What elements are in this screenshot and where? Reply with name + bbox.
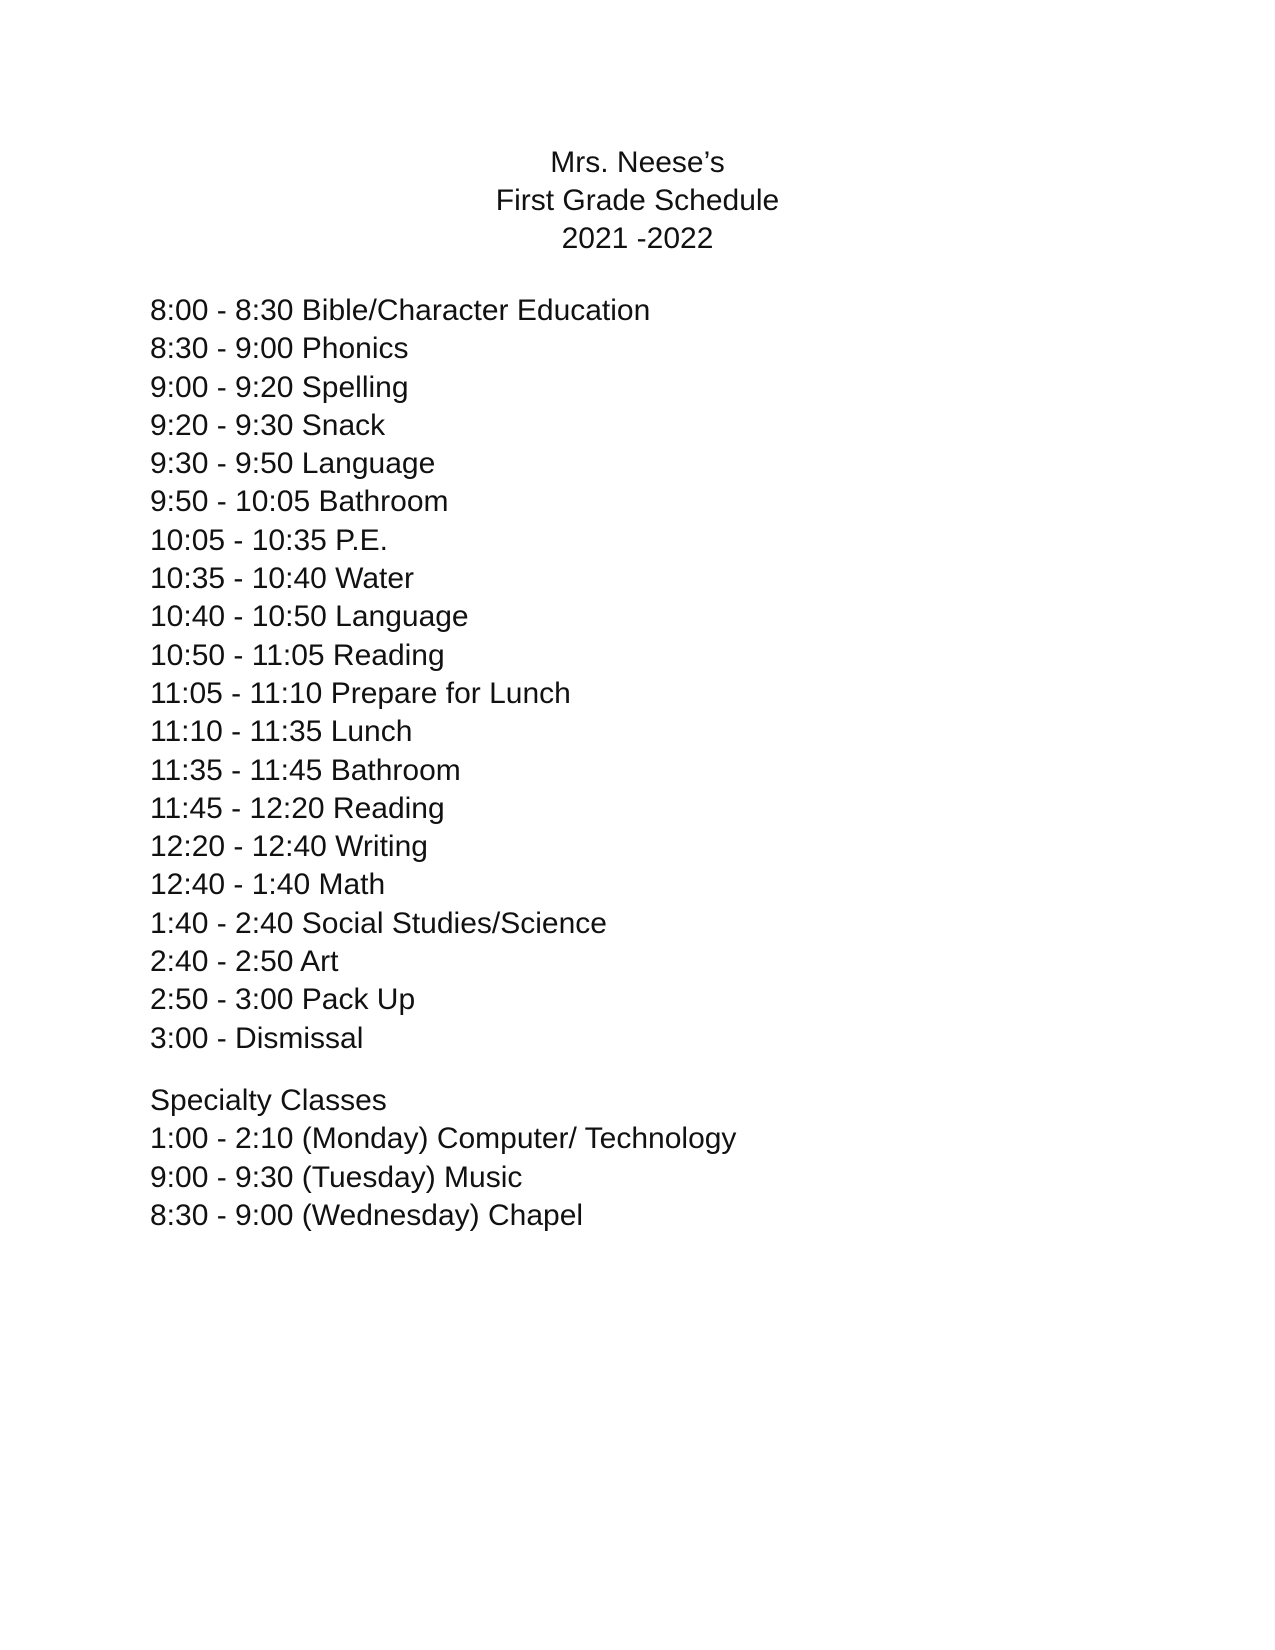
specialty-item: 9:00 - 9:30 (Tuesday) Music	[150, 1160, 523, 1194]
schedule-item: 10:40 - 10:50 Language	[150, 600, 469, 634]
schedule-item: 11:10 - 11:35 Lunch	[150, 715, 413, 749]
schedule-item: 8:00 - 8:30 Bible/Character Education	[150, 294, 651, 327]
specialty-item: 8:30 - 9:00 (Wednesday) Chapel	[150, 1198, 584, 1232]
daily-schedule-list	[150, 292, 650, 1058]
teacher-name: Mrs. Neese’s	[550, 146, 725, 179]
specialty-heading: Specialty Classes	[150, 1084, 387, 1117]
schedule-item: 9:20 - 9:30 Snack	[150, 408, 386, 442]
school-year: 2021 -2022	[561, 222, 714, 255]
schedule-item: 12:40 - 1:40 Math	[150, 868, 386, 902]
specialty-item: 1:00 - 2:10 (Monday) Computer/ Technology	[150, 1122, 737, 1156]
schedule-item: 10:35 - 10:40 Water	[150, 562, 415, 596]
schedule-item: 9:50 - 10:05 Bathroom	[150, 485, 449, 519]
schedule-item: 1:40 - 2:40 Social Studies/Science	[150, 906, 607, 940]
schedule-item: 9:00 - 9:20 Spelling	[150, 370, 409, 404]
document-header	[0, 144, 1275, 258]
schedule-item: 2:40 - 2:50 Art	[150, 945, 339, 979]
schedule-item: 12:20 - 12:40 Writing	[150, 830, 428, 864]
schedule-item: 11:45 - 12:20 Reading	[150, 791, 445, 825]
schedule-item: 9:30 - 9:50 Language	[150, 447, 436, 481]
specialty-classes-section	[150, 1082, 736, 1235]
schedule-item: 8:30 - 9:00 Phonics	[150, 332, 409, 366]
specialty-list	[150, 1120, 736, 1235]
schedule-title: First Grade Schedule	[495, 184, 780, 217]
schedule-item: 3:00 - Dismissal	[150, 1021, 364, 1055]
schedule-item: 2:50 - 3:00 Pack Up	[150, 983, 416, 1017]
schedule-item: 10:05 - 10:35 P.E.	[150, 523, 388, 557]
schedule-item: 11:05 - 11:10 Prepare for Lunch	[150, 676, 571, 710]
schedule-item: 10:50 - 11:05 Reading	[150, 638, 445, 672]
schedule-item: 11:35 - 11:45 Bathroom	[150, 753, 461, 787]
